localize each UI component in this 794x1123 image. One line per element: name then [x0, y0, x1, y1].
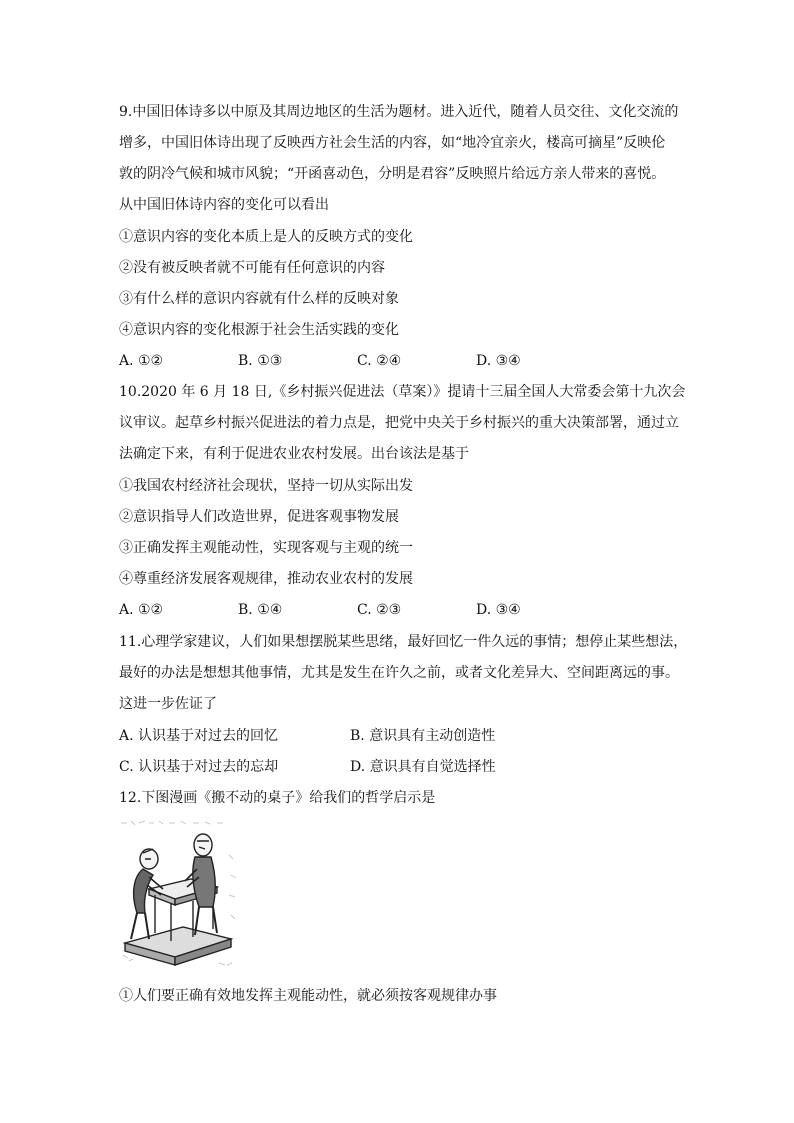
- q10-statement-4: ④尊重经济发展客观规律，推动农业农村的发展: [119, 571, 413, 587]
- q10-option-b[interactable]: B. ①④: [238, 602, 283, 618]
- q10-stem-line-1: 10.2020 年 6 月 18 日,《乡村振兴促进法（草案）》提请十三届全国人大常委会第十九次会: [119, 384, 686, 400]
- q9-option-c[interactable]: C. ②④: [357, 353, 402, 369]
- q9-statement-4: ④意识内容的变化根源于社会生活实践的变化: [119, 322, 399, 338]
- q10-statement-1: ①我国农村经济社会现状，坚持一切从实际出发: [119, 478, 413, 494]
- cartoon-immovable-table: [119, 815, 249, 975]
- q11-stem-line-1: 11.心理学家建议，人们如果想摆脱某些思绪，最好回忆一件久远的事情；想停止某些想法，: [119, 634, 688, 650]
- q9-option-a[interactable]: A. ①②: [119, 353, 164, 369]
- q9-statement-2: ②没有被反映者就不可能有任何意识的内容: [119, 260, 385, 276]
- q12-statement-1: ①人们要正确有效地发挥主观能动性，就必须按客观规律办事: [119, 988, 497, 1004]
- q11-option-a[interactable]: A. 认识基于对过去的回忆: [119, 728, 279, 744]
- q9-stem-line-4: 从中国旧体诗内容的变化可以看出: [119, 197, 329, 213]
- q9-stem-line-1: 9.中国旧体诗多以中原及其周边地区的生活为题材。进入近代，随着人员交往、文化交流的: [119, 104, 679, 120]
- q11-stem-line-2: 最好的办法是想想其他事情，尤其是发生在许久之前，或者文化差异大、空间距离远的事。: [119, 665, 679, 681]
- q11-option-b[interactable]: B. 意识具有主动创造性: [350, 728, 496, 744]
- q11-stem-line-3: 这进一步佐证了: [119, 696, 217, 712]
- q9-stem-line-3: 敦的阴冷气候和城市风貌；“开函喜动色，分明是君容”反映照片给远方亲人带来的喜悦。: [119, 166, 666, 182]
- q10-option-a[interactable]: A. ①②: [119, 602, 164, 618]
- q11-option-d[interactable]: D. 意识具有自觉选择性: [350, 759, 496, 775]
- q10-stem-line-2: 议审议。起草乡村振兴促进法的着力点是，把党中央关于乡村振兴的重大决策部署，通过立: [119, 415, 679, 431]
- q10-stem-line-3: 法确定下来，有利于促进农业农村发展。出台该法是基于: [119, 446, 469, 462]
- q9-stem-line-2: 增多，中国旧体诗出现了反映西方社会生活的内容，如“地冷宜亲火，楼高可摘星”反映伦: [119, 135, 666, 151]
- q10-statement-3: ③正确发挥主观能动性，实现客观与主观的统一: [119, 540, 413, 556]
- q10-statement-2: ②意识指导人们改造世界，促进客观事物发展: [119, 509, 399, 525]
- q9-option-d[interactable]: D. ③④: [476, 353, 521, 369]
- q9-option-b[interactable]: B. ①③: [238, 353, 283, 369]
- q9-statement-1: ①意识内容的变化本质上是人的反映方式的变化: [119, 229, 413, 245]
- q9-statement-3: ③有什么样的意识内容就有什么样的反映对象: [119, 291, 399, 307]
- q12-stem: 12.下图漫画《搬不动的桌子》给我们的哲学启示是: [119, 790, 436, 806]
- q11-option-c[interactable]: C. 认识基于对过去的忘却: [119, 759, 279, 775]
- q10-option-c[interactable]: C. ②③: [357, 602, 402, 618]
- q10-option-d[interactable]: D. ③④: [476, 602, 521, 618]
